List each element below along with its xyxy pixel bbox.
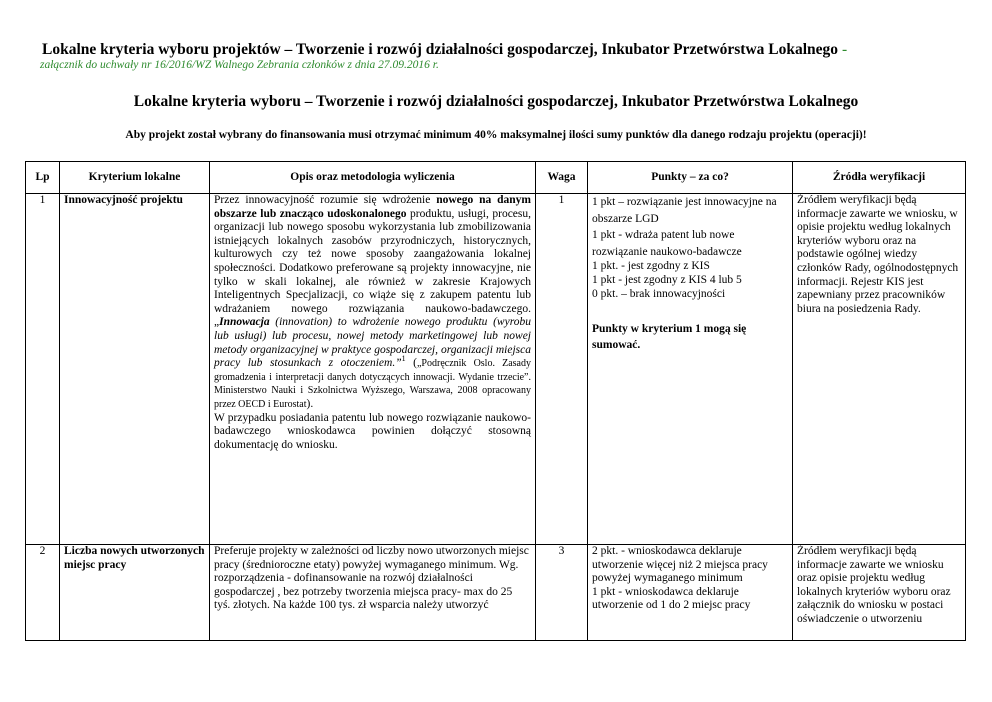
- row-lp: 2: [26, 545, 60, 641]
- annex-note: załącznik do uchwały nr 16/2016/WZ Walnego Zebrania członków z dnia 27.09.2016 r.: [40, 59, 439, 71]
- column-header-lp: Lp: [26, 162, 60, 194]
- row-waga: 3: [536, 545, 588, 641]
- criteria-table: [25, 161, 966, 641]
- row-waga: 1: [536, 194, 588, 545]
- row-punkty: [588, 194, 793, 545]
- row-punkty: 2 pkt. - wnioskodawca deklaruje utworzenie więcej niż 2 miejsca pracy powyżej wymaganego minimum 1 pkt - wnioskodawca deklaruje utworzenie od 1 do 2 miejsc pracy: [588, 545, 793, 641]
- punkty-line: 1 pkt – rozwiązanie jest innowacyjne na obszarze LGD: [592, 196, 777, 225]
- punkty-line: 1 pkt. - jest zgodny z KIS: [592, 260, 710, 273]
- table-header-row: [26, 162, 966, 194]
- opis-source: „Podręcznik Oslo. Zasady gromadzenia i interpretacji danych dotyczących innowacji. Wydanie trzecie”. Ministerstwo Nauki i Szkolnictwa Wyższego, Warszawa, 2008 opracowany przez OECD i Eurostat: [214, 358, 531, 410]
- column-header-waga: Waga: [536, 162, 588, 194]
- opis-text-c: produktu, usługi, procesu, organizacji lub nowego sposobu wykorzystania lub zmobilizowania istniejących lokalnych zasobów przyrodniczych, historycznych, kulturowych czy też nowe sposoby zaangażowania lokalnej społeczności. Dodatkowo preferowane są projekty innowacyjne, nie tylko w skali lokalnej, ale również w zakresie Krajowych Inteligentnych Specjalizacji, co wiąże się z zakupem patentu lub wdrażaniem nowego rozwiązania naukowo-badawczego. „: [214, 207, 531, 329]
- row-opis: Preferuje projekty w zależności od liczby nowo utworzonych miejsc pracy (średnioroczne etaty) powyżej wymaganego minimum. Wg. rozporządzenia - dofinansowanie na rozwój działalności gospodarczej , bez potrzeby tworzenia miejsca pracy- max do 25 tyś. złotych. Na każde 100 tys. zł wsparcia należy utworzyć: [210, 545, 536, 641]
- column-header-zrodla: Źródła weryfikacji: [793, 162, 966, 194]
- punkty-summary: Punkty w kryterium 1 mogą się sumować.: [592, 323, 747, 352]
- punkty-line: 1 pkt - jest zgodny z KIS 4 lub 5: [592, 273, 742, 286]
- opis-text-a: Przez innowacyjność rozumie się wdrożenie: [214, 194, 437, 206]
- document-title: Lokalne kryteria wyboru – Tworzenie i rozwój działalności gospodarczej, Inkubator Przetwórstwa Lokalnego: [133, 93, 859, 110]
- opis-text-paren: (: [405, 357, 417, 370]
- requirement-note: Aby projekt został wybrany do finansowania musi otrzymać minimum 40% maksymalnej ilości sumy punktów dla danego rodzaju projektu (operacji)!: [125, 129, 867, 141]
- row-zrodla: Źródłem weryfikacji będą informacje zawarte we wniosku, w opisie projektu według lokalnych kryteriów wyboru oraz na podstawie ogólnej wiedzy członków Rady, ogólnodostępnych informacji. Rejestr KIS jest zapewniany przez pracowników biura na posiedzenia Rady.: [793, 194, 966, 545]
- document-main-title: [42, 41, 972, 59]
- row-kryterium: Liczba nowych utworzonych miejsc pracy: [60, 545, 210, 641]
- footnote-mark[interactable]: 1: [401, 354, 406, 364]
- punkty-line: 1 pkt - wdraża patent lub nowe rozwiązanie naukowo-badawcze: [592, 229, 742, 258]
- column-header-punkty: Punkty – za co?: [588, 162, 793, 194]
- column-header-opis: Opis oraz metodologia wyliczenia: [210, 162, 536, 194]
- table-row: [26, 194, 966, 545]
- opis-text-bold: nowego na danym obszarze lub znacząco udoskonalonego: [214, 194, 531, 220]
- main-title-text: Lokalne kryteria wyboru projektów – Tworzenie i rozwój działalności gospodarczej, Inkubator Przetwórstwa Lokalnego: [42, 41, 839, 58]
- row-lp: 1: [26, 194, 60, 545]
- opis-text-innowacja: Innowacja: [219, 316, 270, 329]
- row-kryterium: Innowacyjność projektu: [60, 194, 210, 545]
- main-title-suffix: -: [838, 41, 848, 58]
- opis-source-end: ).: [306, 397, 314, 410]
- row-opis: [210, 194, 536, 545]
- column-header-kryterium: Kryterium lokalne: [60, 162, 210, 194]
- opis-patent-note: W przypadku posiadania patentu lub nowego rozwiązanie naukowo-badawczego wnioskodawca powinien dołączyć stosowną dokumentację do wniosku.: [214, 411, 531, 451]
- table-row: [26, 545, 966, 641]
- row-zrodla: Źródłem weryfikacji będą informacje zawarte we wniosku oraz opisie projektu według lokalnych kryteriów wyboru oraz załącznik do wniosku w postaci oświadczenie o utworzeniu: [793, 545, 966, 641]
- punkty-line: 0 pkt. – brak innowacyjności: [592, 287, 726, 300]
- opis-text-definition: (innovation) to wdrożenie nowego produktu (wyrobu lub usługi) lub procesu, nowej metody marketingowej lub nowej metody organizacyjnej w praktyce gospodarczej, organizacji miejsca pracy lub stosunkach z otoczeniem.”: [214, 316, 531, 370]
